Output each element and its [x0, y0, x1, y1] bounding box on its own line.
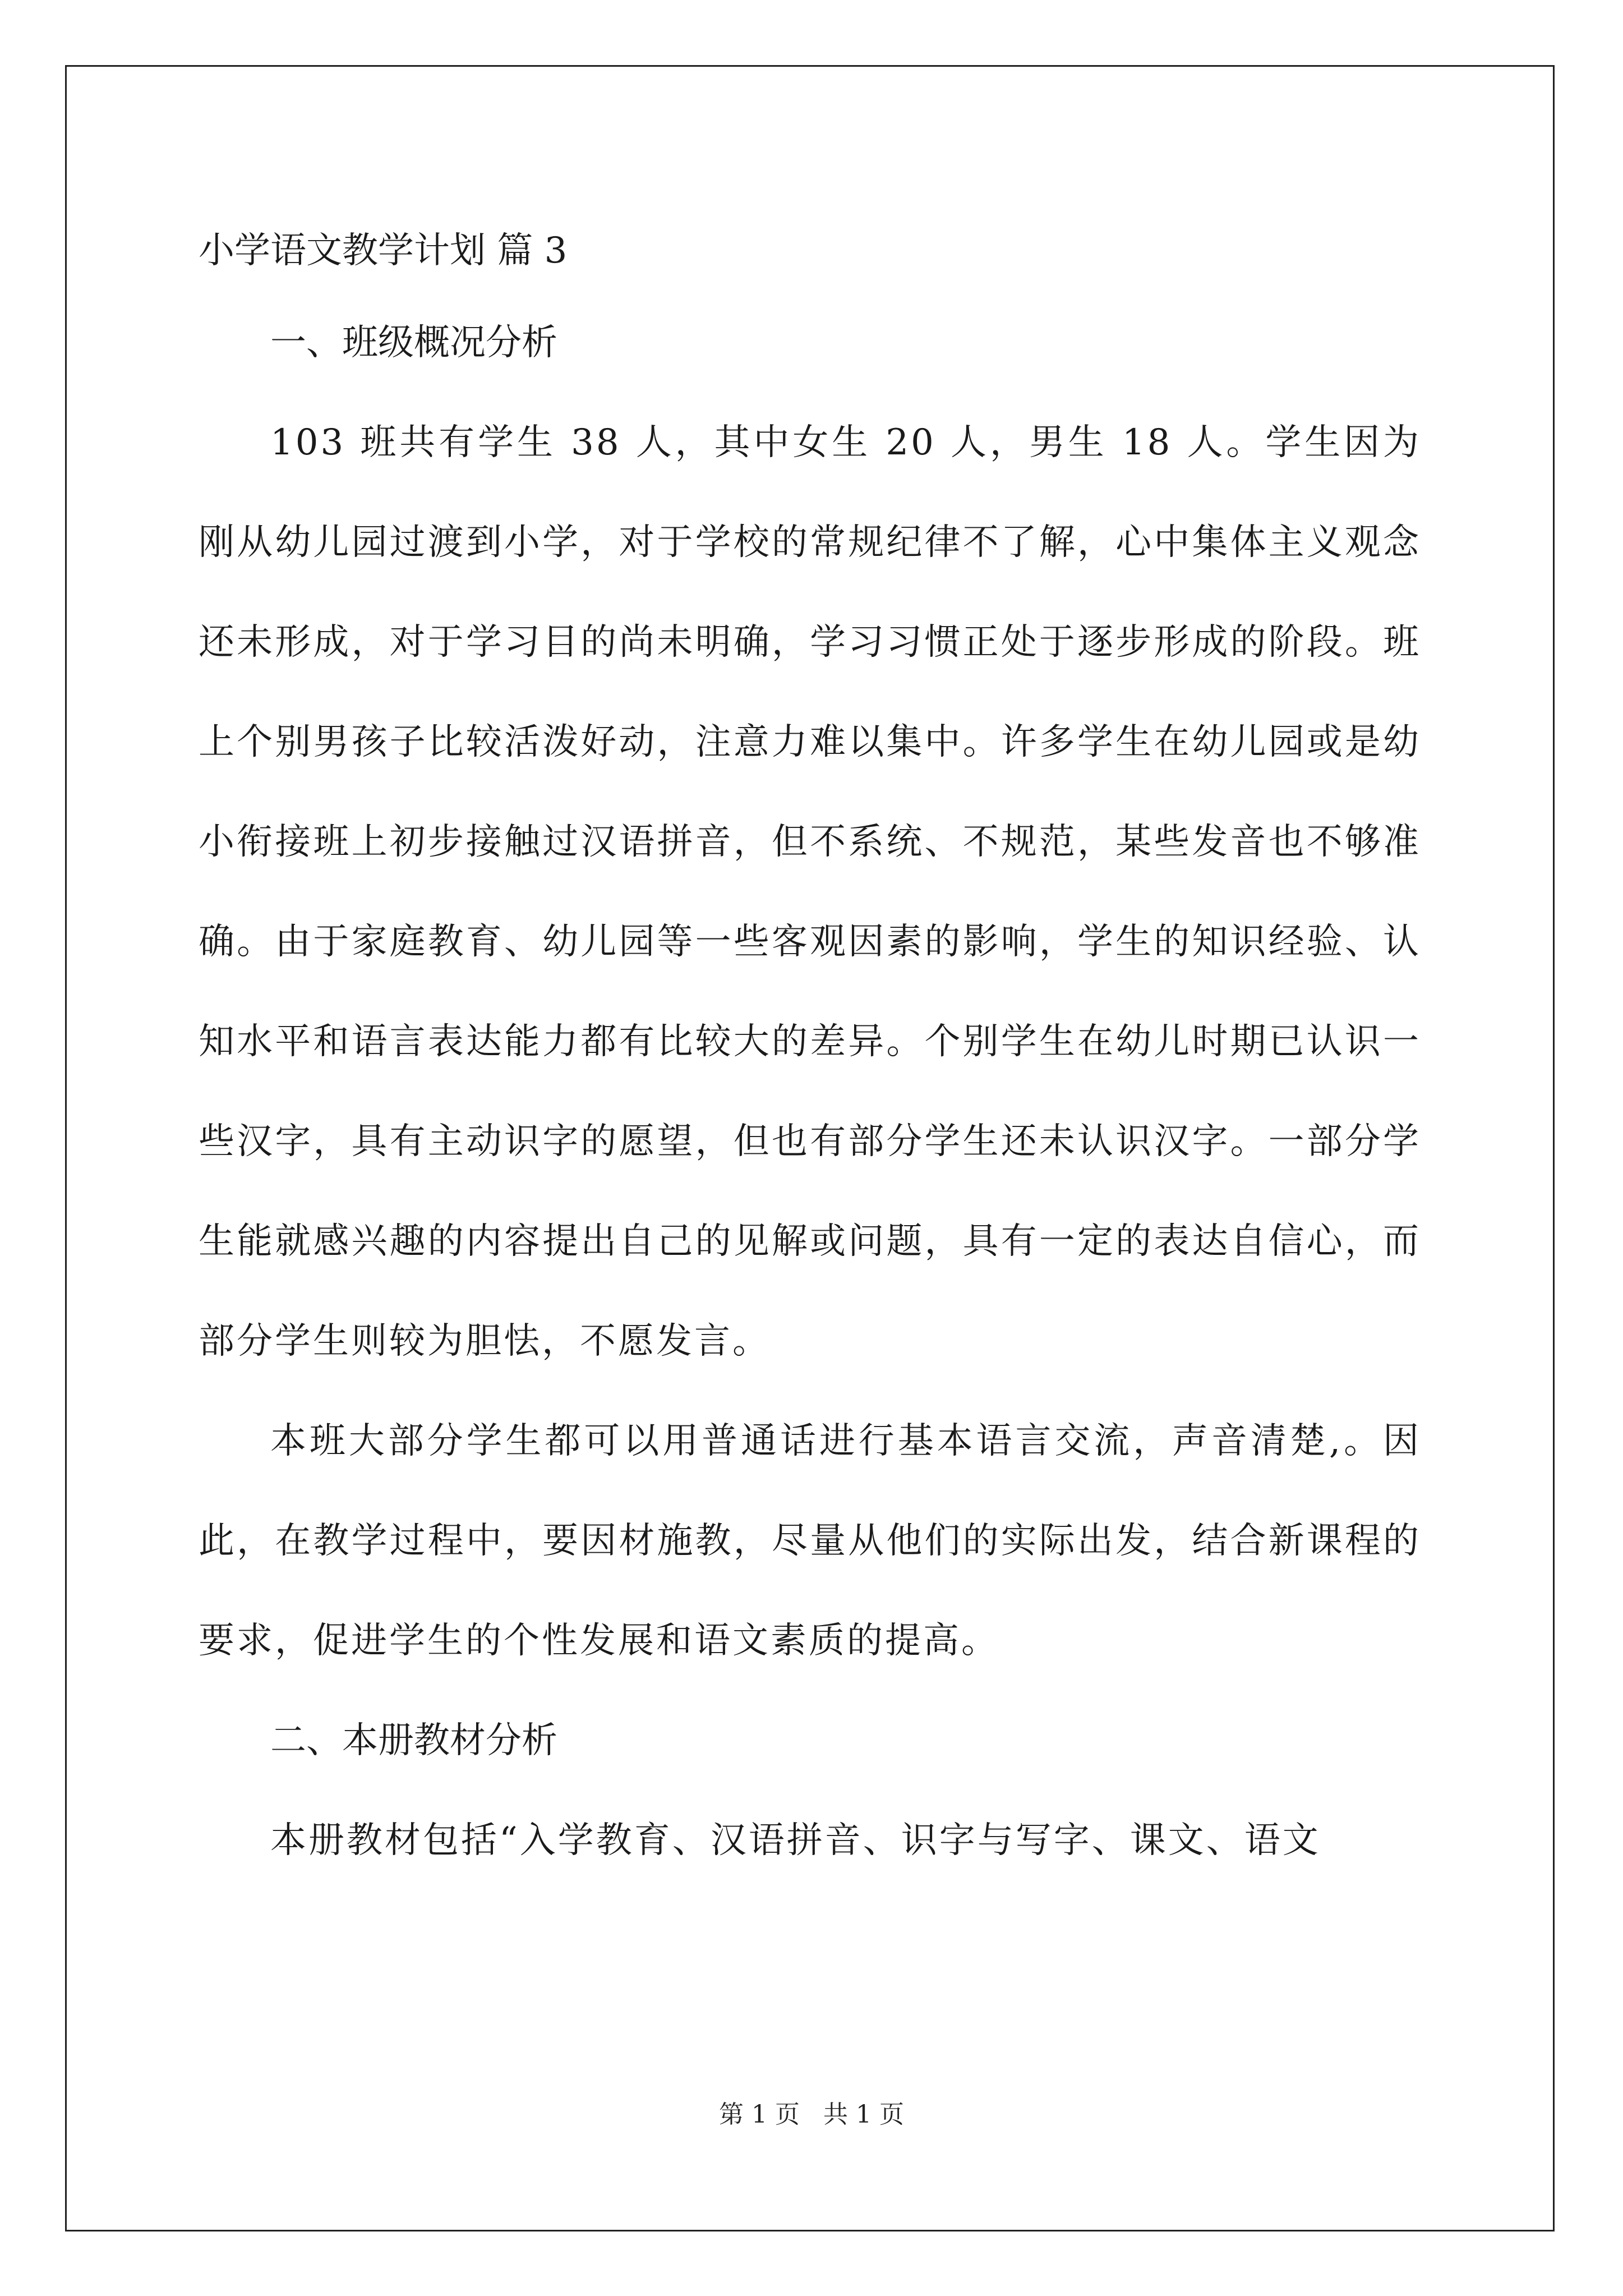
paragraph-textbook-content: 本册教材包括“入学教育、汉语拼音、识字与写字、课文、语文 — [270, 1820, 1321, 1861]
section-heading-class-overview: 一、班级概况分析 — [270, 322, 557, 364]
document-title: 小学语文教学计划 篇 3 — [199, 230, 568, 272]
paragraph-class-overview: 103 班共有学生 38 人，其中女生 20 人，男生 18 人。学生因为刚从幼儿园过渡到小学，对于学校的常规纪律不了解，心中集体主义观念还未形成，对于学习目的尚未明确，学习习惯正处于逐步形成的阶段。班上个别男孩子比较活泼好动，注意力难以集中。许多学生在幼儿园或是幼小衔接班上初步接触过汉语拼音，但不系统、不规范，某些发音也不够准确。由于家庭教育、幼儿园等一些客观因素的影响，学生的知识经验、认知水平和语言表达能力都有比较大的差异。个别学生在幼儿时期已认识一些汉字，具有主动识字的愿望，但也有部分学生还未认识汉字。一部分学生能就感兴趣的内容提出自己的见解或问题，具有一定的表达自信心，而部分学生则较为胆怯，不愿发言。 — [199, 422, 1421, 1362]
section-heading-textbook-analysis: 二、本册教材分析 — [270, 1720, 557, 1761]
page-footer: 第 1 页 共 1 页 — [719, 2100, 904, 2129]
paragraph-teaching-approach: 本班大部分学生都可以用普通话进行基本语言交流，声音清楚,。因此，在教学过程中，要因材施教，尽量从他们的实际出发，结合新课程的要求，促进学生的个性发展和语文素质的提高。 — [199, 1420, 1421, 1662]
document-body — [199, 209, 1421, 1890]
